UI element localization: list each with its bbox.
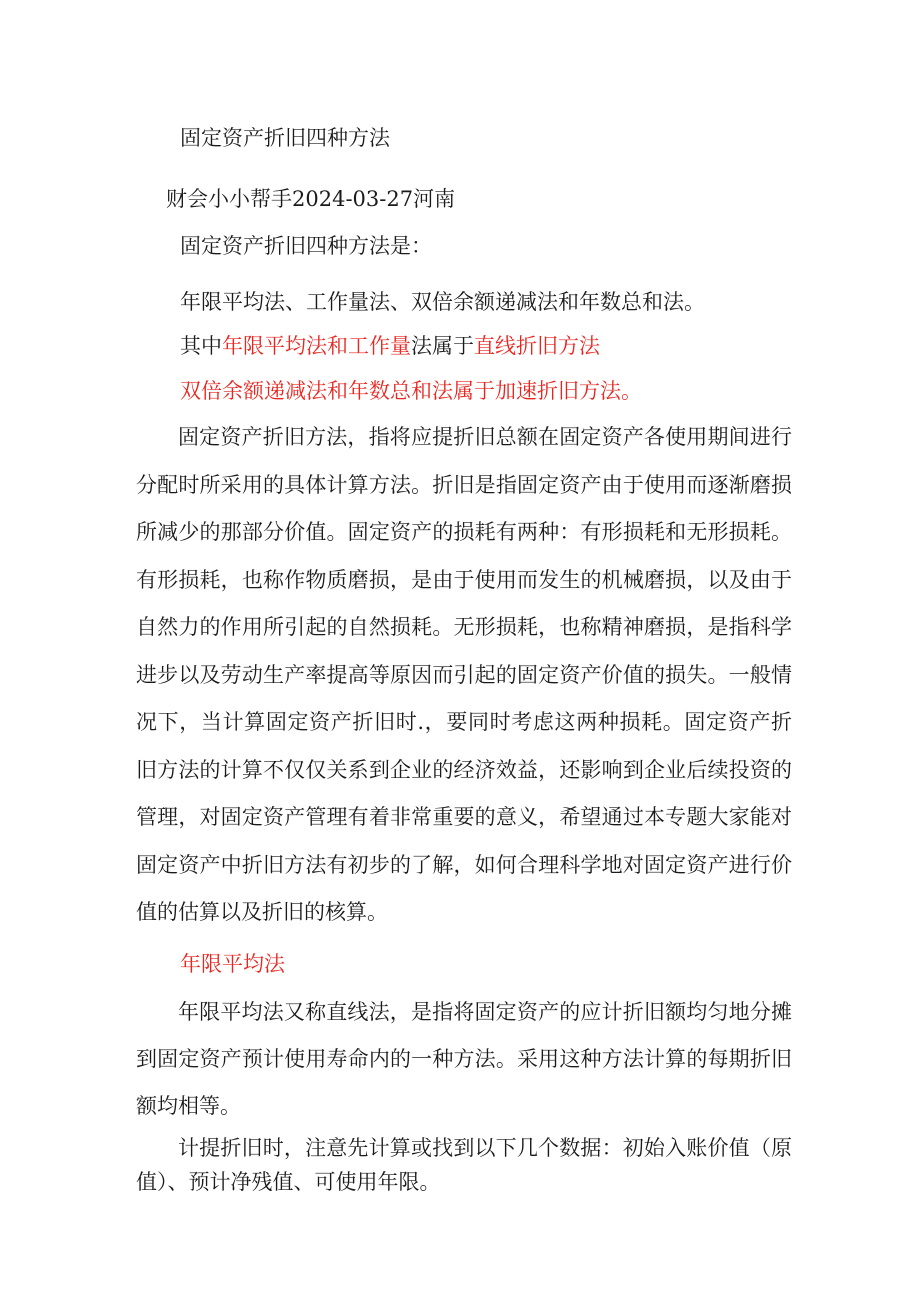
straight-line-methods-highlight: 年限平均法和工作量: [222, 334, 411, 358]
document-title: 固定资产折旧四种方法: [180, 126, 390, 150]
section-paragraph: 年限平均法又称直线法，是指将固定资产的应计折旧额均匀地分摊到固定资产预计使用寿命内的一种方法。采用这种方法计算的每期折旧额均相等。: [136, 1000, 792, 1118]
section-heading: 年限平均法: [180, 952, 285, 976]
straight-line-middle: 法属于: [411, 334, 474, 358]
straight-line-category: [180, 331, 600, 361]
straight-line-term-highlight: 直线折旧方法: [474, 334, 600, 358]
accelerated-category: 双倍余额递减法和年数总和法属于加速折旧方法。: [180, 379, 642, 403]
intro-line: 固定资产折旧四种方法是：: [180, 234, 432, 258]
methods-list-line: 年限平均法、工作量法、双倍余额递减法和年数总和法。: [180, 290, 705, 314]
document-meta: 财会小小帮手2024-03-27河南: [166, 187, 456, 211]
main-paragraph: 固定资产折旧方法，指将应提折旧总额在固定资产各使用期间进行分配时所采用的具体计算方法。折旧是指固定资产由于使用而逐渐磨损所减少的那部分价值。固定资产的损耗有两种：有形损耗和无形损耗。有形损耗，也称作物质磨损，是由于使用而发生的机械磨损，以及由于自然力的作用所引起的自然损耗。无形损耗，也称精神磨损，是指科学进步以及劳动生产率提高等原因而引起的固定资产价值的损失。一般情况下，当计算固定资产折旧时.，要同时考虑这两种损耗。固定资产折旧方法的计算不仅仅关系到企业的经济效益，还影响到企业后续投资的管理，对固定资产管理有着非常重要的意义，希望通过本专题大家能对固定资产中折旧方法有初步的了解，如何合理科学地对固定资产进行价值的估算以及折旧的核算。: [136, 425, 792, 924]
straight-line-prefix: 其中: [180, 334, 222, 358]
calc-paragraph: 计提折旧时，注意先计算或找到以下几个数据：初始入账价值（原值）、预计净残值、可使用年限。: [136, 1136, 792, 1194]
